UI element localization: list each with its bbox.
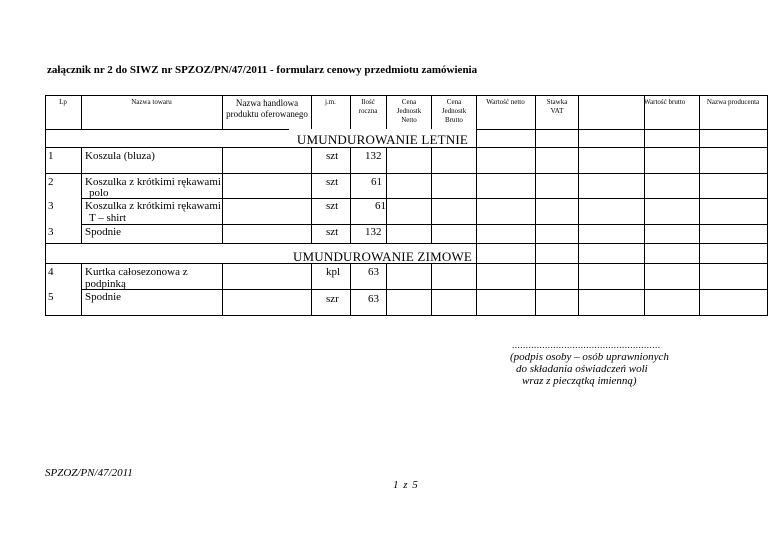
header-bottom-right — [476, 129, 768, 130]
header-lp: Lp — [59, 98, 67, 106]
col-ilosc-right-letnie — [386, 147, 387, 244]
col-wartosc-netto-right — [535, 95, 536, 316]
row-2-jm: szt — [326, 176, 339, 188]
col-ilosc-right-zimowe — [386, 263, 387, 316]
header-nazwa-producenta: Nazwa producenta — [706, 98, 760, 106]
col-nazwa-right-zimowe — [222, 263, 223, 316]
col-lp-right-zimowe — [81, 263, 82, 316]
row-1-qty: 132 — [365, 150, 382, 162]
col-nazwa-producenta-right — [699, 95, 700, 316]
row-6-jm: szr — [326, 293, 339, 305]
col-jm-right-header — [350, 95, 351, 129]
row-4-lp: 3 — [48, 226, 54, 238]
col-border-left — [45, 95, 46, 316]
col-nazwa-right-letnie — [222, 147, 223, 244]
row-5-lp: 4 — [48, 266, 54, 278]
table-border-bottom — [45, 315, 768, 316]
col-lp-right-letnie — [81, 147, 82, 244]
row-3-qty: 61 — [375, 200, 386, 212]
row-1-name: Koszula (bluza) — [85, 150, 155, 162]
table-border-top — [45, 95, 768, 96]
signature-caption-line3: wraz z pieczątką imienną) — [522, 375, 637, 387]
row-4-bottom — [45, 243, 768, 244]
header-ilosc: Ilość roczna — [358, 98, 378, 115]
row-1-jm: szt — [326, 150, 339, 162]
footer-page-number: 1 z 5 — [393, 479, 419, 491]
header-jm: j.m. — [325, 98, 336, 106]
row-3-lp: 3 — [48, 200, 54, 212]
col-handlowa-right-letnie — [311, 147, 312, 244]
row-3-jm: szt — [326, 200, 339, 212]
row-3-name-line2: T – shirt — [89, 212, 127, 224]
row-4-jm: szt — [326, 226, 339, 238]
col-jm-right-zimowe — [350, 263, 351, 316]
row-2-name-line1: Koszulka z krótkimi rękawami — [85, 176, 221, 188]
row-2-lp: 2 — [48, 176, 54, 188]
row-2-qty: 61 — [371, 176, 382, 188]
col-cena-brutto-right — [476, 95, 477, 316]
header-wartosc-brutto: Wartość brutto — [644, 98, 686, 106]
col-jm-right-letnie — [350, 147, 351, 244]
row-3-name-line1: Koszulka z krótkimi rękawami — [85, 200, 221, 212]
header-wartosc-netto: Wartość netto — [486, 98, 525, 106]
price-form-table — [45, 95, 768, 316]
row-5-jm: kpl — [326, 266, 341, 278]
col-cena-netto-right-letnie — [431, 147, 432, 244]
signature-caption-line1: (podpis osoby – osób uprawnionych — [510, 351, 669, 363]
col-handlowa-right-zimowe — [311, 263, 312, 316]
row-5-name-line1: Kurtka całosezonowa z — [85, 266, 188, 278]
signature-caption-line2: do składania oświadczeń woli — [516, 363, 648, 375]
col-cena-netto-right-zimowe — [431, 263, 432, 316]
row-6-lp: 5 — [48, 291, 54, 303]
section-title-letnie: UMUNDUROWANIE LETNIE — [296, 132, 469, 147]
row-1-lp: 1 — [48, 150, 54, 162]
col-nazwa-right-header — [222, 95, 223, 129]
header-cena-brutto: Cena Jednostk Brutto — [441, 98, 467, 124]
row-5-name-line2: podpinką — [85, 278, 126, 290]
row-2-bottom — [81, 198, 768, 199]
header-nazwa-towaru: Nazwa towaru — [131, 98, 172, 106]
row-2-name-line2: polo — [89, 187, 109, 199]
document-title: załącznik nr 2 do SIWZ nr SPZOZ/PN/47/2011 - formularz cenowy przedmiotu zamówienia — [47, 64, 478, 76]
row-1-bottom — [45, 173, 768, 174]
row-4-name: Spodnie — [85, 226, 122, 238]
col-ilosc-right-header — [386, 95, 387, 129]
col-stawka-vat-right — [578, 95, 579, 316]
col-wartosc-brutto-right — [644, 95, 645, 316]
row-6-name: Spodnie — [85, 291, 122, 303]
header-stawka-vat: Stawka VAT — [546, 98, 568, 115]
col-cena-netto-right-header — [431, 95, 432, 129]
row-4-qty: 132 — [365, 226, 382, 238]
row-5-qty: 63 — [368, 266, 379, 278]
row-5-bottom — [81, 289, 768, 290]
footer-doc-number: SPZOZ/PN/47/2011 — [45, 467, 133, 479]
header-nazwa-handlowa: Nazwa handlowa produktu oferowanego — [226, 98, 308, 119]
signature-line: ...................................................... — [512, 340, 661, 350]
header-cena-netto: Cena Jednostk Netto — [396, 98, 422, 124]
header-bottom-left — [45, 129, 289, 130]
row-6-qty: 63 — [368, 293, 379, 305]
row-3-bottom — [81, 224, 768, 225]
section-title-zimowe: UMUNDUROWANIE ZIMOWE — [292, 249, 473, 264]
